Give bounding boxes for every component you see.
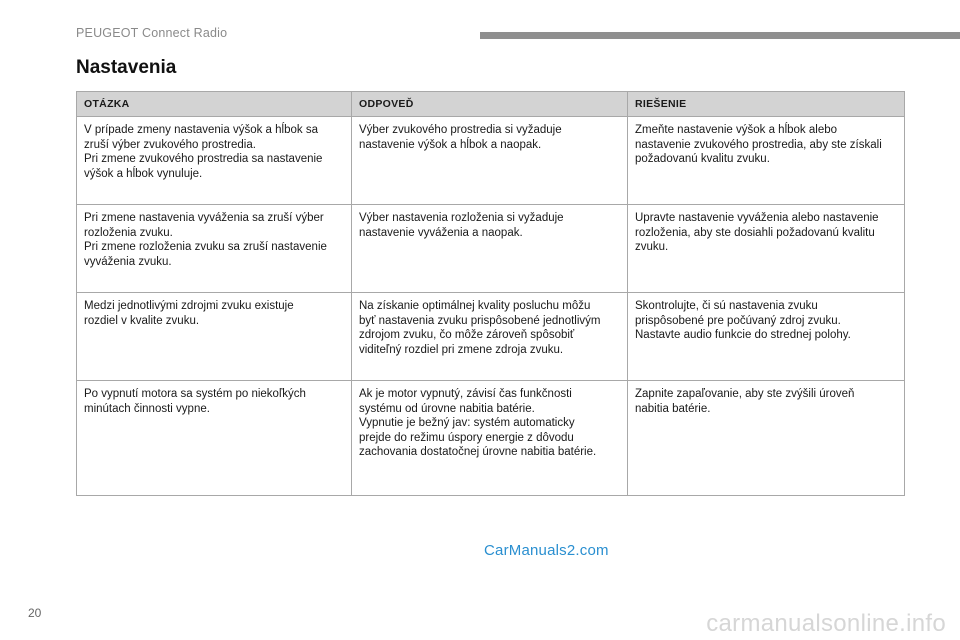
- table-row: [77, 381, 905, 496]
- section-title: Nastavenia: [76, 57, 177, 78]
- question-cell: [77, 117, 352, 205]
- table-row: [77, 205, 905, 293]
- question-text: Po vypnutí motora sa systém po niekoľkých minútach činnosti vypne.: [84, 388, 306, 415]
- question-text: Pri zmene nastavenia vyváženia sa zruší výber rozloženia zvuku. Pri zmene rozloženia zvuku sa zruší nastavenie vyváženia zvuku.: [84, 212, 327, 268]
- watermark-link[interactable]: CarManuals2.com: [484, 542, 609, 559]
- question-cell: [77, 381, 352, 496]
- answer-cell: [352, 381, 628, 496]
- troubleshooting-table: [76, 91, 905, 496]
- solution-cell: [628, 293, 905, 381]
- page-number: 20: [28, 606, 42, 620]
- column-header-solution: RIEŠENIE: [628, 92, 905, 117]
- question-text: V prípade zmeny nastavenia výšok a hĺbok sa zruší výber zvukového prostredia. Pri zmene zvukového prostredia sa nastavenie výšok a hĺbok vynuluje.: [84, 124, 323, 180]
- answer-text: Výber nastavenia rozloženia si vyžaduje nastavenie vyváženia a naopak.: [359, 212, 564, 239]
- question-cell: [77, 205, 352, 293]
- solution-text: Zapnite zapaľovanie, aby ste zvýšili úroveň nabitia batérie.: [635, 388, 855, 415]
- table-row: [77, 293, 905, 381]
- answer-text: Ak je motor vypnutý, závisí čas funkčnosti systému od úrovne nabitia batérie. Vypnutie je bežný jav: systém automaticky prejde do režimu úspory energie z dôvodu zachovania dostatočnej úrovne nabitia batérie.: [359, 388, 597, 458]
- solution-text: Zmeňte nastavenie výšok a hĺbok alebo nastavenie zvukového prostredia, aby ste získali požadovanú kvalitu zvuku.: [635, 124, 882, 165]
- manual-header-title: PEUGEOT Connect Radio: [76, 26, 228, 40]
- answer-text: Na získanie optimálnej kvality posluchu môžu byť nastavenia zvuku prispôsobené jednotlivým zdrojom zvuku, čo môže zároveň spôsobiť viditeľný rozdiel pri zmene zdroja zvuku.: [359, 300, 601, 356]
- column-header-answer: ODPOVEĎ: [352, 92, 628, 117]
- header-divider-bar: [480, 32, 960, 39]
- solution-cell: [628, 381, 905, 496]
- column-header-question: OTÁZKA: [77, 92, 352, 117]
- question-text: Medzi jednotlivými zdrojmi zvuku existuje rozdiel v kvalite zvuku.: [84, 300, 294, 327]
- solution-cell: [628, 117, 905, 205]
- footer-site-watermark: carmanualsonline.info: [706, 610, 946, 637]
- answer-cell: [352, 205, 628, 293]
- solution-text: Skontrolujte, či sú nastavenia zvuku prispôsobené pre počúvaný zdroj zvuku. Nastavte audio funkcie do strednej polohy.: [635, 300, 851, 341]
- table-header-row: [77, 92, 905, 117]
- table-row: [77, 117, 905, 205]
- answer-text: Výber zvukového prostredia si vyžaduje nastavenie výšok a hĺbok a naopak.: [359, 124, 562, 151]
- answer-cell: [352, 293, 628, 381]
- solution-cell: [628, 205, 905, 293]
- solution-text: Upravte nastavenie vyváženia alebo nastavenie rozloženia, aby ste dosiahli požadovanú kvalitu zvuku.: [635, 212, 879, 253]
- answer-cell: [352, 117, 628, 205]
- question-cell: [77, 293, 352, 381]
